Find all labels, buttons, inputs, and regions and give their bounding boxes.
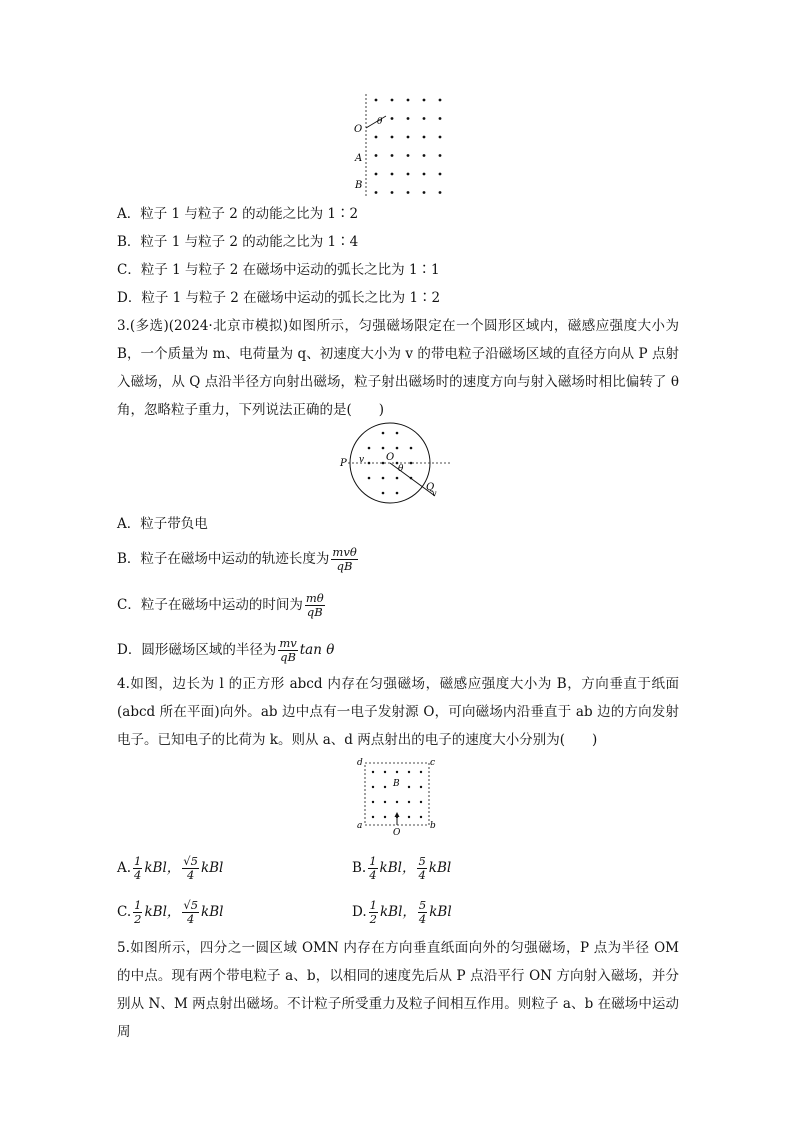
field-dot	[391, 117, 394, 120]
field-dot	[407, 117, 410, 120]
field-dot	[408, 786, 410, 788]
field-dot	[375, 99, 378, 102]
field-dot	[407, 136, 410, 139]
field-dot	[391, 173, 394, 176]
field-dot	[439, 117, 442, 120]
label-v-in: v	[359, 455, 365, 465]
field-dot	[375, 136, 378, 139]
q3-option-d	[117, 637, 334, 664]
emitter-arrowhead	[395, 812, 400, 817]
q3-option-c	[117, 592, 327, 619]
field-dot	[391, 154, 394, 157]
q3-option-b-text: B．粒子在磁场中运动的轨迹长度为	[117, 551, 330, 567]
field-dot	[382, 432, 385, 435]
field-dot	[408, 801, 410, 803]
field-dot	[375, 173, 378, 176]
field-dot	[375, 154, 378, 157]
q4-option-c: C. $\frac{1}{2}$ kBl， $\frac{√5}{4}$ kBl	[117, 898, 224, 926]
field-dot	[372, 801, 374, 803]
field-dot	[396, 801, 398, 803]
label-theta: θ	[398, 464, 404, 474]
field-dot	[391, 99, 394, 102]
label-c: c	[430, 758, 436, 768]
fraction: $\frac{1}{2}$	[369, 898, 377, 926]
field-dot	[408, 771, 410, 773]
q3-option-a: A．粒子带负电	[117, 516, 208, 532]
figure-3-circle-field	[340, 420, 460, 505]
field-dot	[391, 136, 394, 139]
field-dot	[368, 477, 371, 480]
field-dot	[410, 447, 413, 450]
q3-option-d-text: D．圆形磁场区域的半径为	[117, 642, 277, 658]
field-dots	[375, 99, 442, 194]
q3-option-b	[117, 546, 360, 573]
figure-1-field	[350, 92, 450, 200]
field-dot	[407, 191, 410, 194]
label-P: P	[340, 458, 347, 469]
label-A: A	[355, 153, 363, 164]
q4-option-b: B. $\frac{1}{4}$ kBl， $\frac{5}{4}$ kBl	[352, 854, 452, 882]
field-dot	[439, 173, 442, 176]
field-dot	[420, 816, 422, 818]
q2-option-b: B．粒子 1 与粒子 2 的动能之比为 1∶4	[117, 234, 359, 250]
velocity-line	[366, 116, 386, 128]
label-d: d	[357, 758, 363, 768]
field-dot	[423, 117, 426, 120]
field-dot	[396, 477, 399, 480]
field-dot	[372, 786, 374, 788]
field-dot	[407, 99, 410, 102]
fraction: $\frac{1}{4}$	[369, 854, 377, 882]
field-dot	[410, 462, 413, 465]
field-dot	[396, 771, 398, 773]
field-dot	[423, 173, 426, 176]
field-dot	[391, 191, 394, 194]
label-O: O	[354, 124, 363, 135]
label-theta: θ	[377, 117, 383, 127]
q4-stem: 4.如图，边长为 l 的正方形 abcd 内存在匀强磁场，磁感应强度大小为 B，方向垂直于纸面(abcd 所在平面)向外。ab 边中点有一电子发射源 O，可向磁场内沿垂直于 ab 边的方向发射电子。已知电子的比荷为 k。则从 a、d 两点射出的电子的速度大小分别为( )	[117, 676, 679, 748]
field-dot	[372, 771, 374, 773]
field-dot	[396, 432, 399, 435]
field-dot	[384, 801, 386, 803]
field-dot	[439, 136, 442, 139]
fraction: $\frac{\text{mvθ}}{qB}$	[332, 545, 357, 573]
field-dot	[382, 447, 385, 450]
field-dot	[423, 191, 426, 194]
field-dot	[439, 191, 442, 194]
field-dots	[372, 771, 422, 818]
q5-stem: 5.如图所示，四分之一圆区域 OMN 内存在方向垂直纸面向外的匀强磁场，P 点为半径 OM 的中点。现有两个带电粒子 a、b，以相同的速度先后从 P 点沿平行 ON 方向射入磁场，并分别从 N、M 两点射出磁场。不计粒子所受重力及粒子间相互作用。则粒子 a、b 在磁场中运动周	[117, 940, 679, 1040]
field-dot	[423, 154, 426, 157]
label-b: b	[430, 821, 436, 831]
q3-stem: 3.(多选)(2024·北京市模拟)如图所示，匀强磁场限定在一个圆形区域内，磁感应强度大小为 B，一个质量为 m、电荷量为 q、初速度大小为 v 的带电粒子沿磁场区域的直径方向从 P 点射入磁场，从 Q 点沿半径方向射出磁场，粒子射出磁场时的速度方向与射入磁场时相比偏转了 θ 角，忽略粒子重力，下列说法正确的是( )	[117, 318, 679, 418]
figure-4-square-field	[356, 756, 438, 836]
label-O: O	[386, 452, 395, 463]
field-dot	[384, 816, 386, 818]
label-a: a	[357, 821, 363, 831]
fraction: $\frac{1}{2}$	[134, 898, 142, 926]
fraction: $\frac{5}{4}$	[418, 898, 427, 926]
fraction: $\frac{m\theta}{qB}$	[305, 591, 324, 619]
field-dot	[423, 99, 426, 102]
fraction: $\frac{√5}{4}$	[183, 898, 199, 926]
field-dot	[384, 771, 386, 773]
q4-option-d: D. $\frac{1}{2}$ kBl， $\frac{5}{4}$ kBl	[352, 898, 452, 926]
label-B: B	[393, 779, 400, 789]
q3-option-d-suffix: tan θ	[299, 642, 335, 658]
field-dot	[408, 816, 410, 818]
field-dot	[420, 801, 422, 803]
field-dot	[407, 173, 410, 176]
fraction: $\frac{5}{4}$	[418, 854, 426, 882]
field-dot	[368, 447, 371, 450]
q3-option-c-text: C．粒子在磁场中运动的时间为	[117, 597, 303, 613]
label-O: O	[393, 828, 401, 838]
label-v-out: v	[432, 489, 437, 498]
fraction: $\frac{1}{4}$	[134, 854, 142, 882]
q2-option-c: C．粒子 1 与粒子 2 在磁场中运动的弧长之比为 1∶1	[117, 262, 440, 278]
fraction: $\frac{mv}{qB}$	[279, 636, 297, 664]
field-dot	[396, 492, 399, 495]
field-dot	[420, 771, 422, 773]
field-dot	[372, 816, 374, 818]
label-B: B	[355, 180, 363, 191]
field-dot	[439, 99, 442, 102]
field-dot	[382, 462, 385, 465]
field-dot	[384, 786, 386, 788]
field-dot	[439, 154, 442, 157]
q2-option-d: D．粒子 1 与粒子 2 在磁场中运动的弧长之比为 1∶2	[117, 290, 441, 306]
q4-option-a: A. $\frac{1}{4}$ kBl， $\frac{√5}{4}$ kBl	[117, 854, 224, 882]
field-dot	[382, 492, 385, 495]
field-dot	[407, 154, 410, 157]
field-dot	[396, 447, 399, 450]
field-dot	[382, 477, 385, 480]
q2-option-a: A．粒子 1 与粒子 2 的动能之比为 1∶2	[117, 206, 359, 222]
label-Q: Q	[426, 482, 435, 493]
field-dot	[420, 786, 422, 788]
fraction: $\frac{√5}{4}$	[183, 854, 198, 882]
field-dot	[375, 191, 378, 194]
field-dot	[423, 136, 426, 139]
